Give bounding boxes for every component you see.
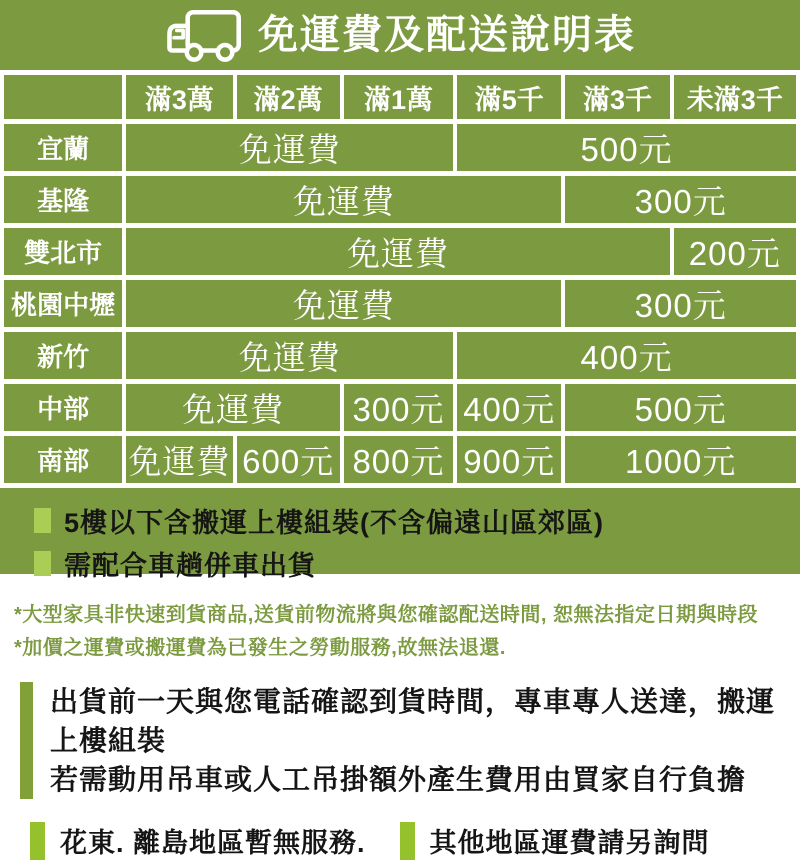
- note-text: 5樓以下含搬運上樓組裝(不含偏遠山區郊區): [64, 508, 604, 538]
- column-header: 滿3萬: [126, 75, 232, 119]
- region-label: 南部: [4, 436, 122, 483]
- square-bullet-icon: [34, 551, 51, 576]
- fee-cell: 400元: [457, 332, 796, 379]
- column-header: 滿2萬: [237, 75, 340, 119]
- note-item: [34, 501, 800, 540]
- note-item: [34, 544, 800, 583]
- fee-cell: 300元: [565, 176, 796, 223]
- fine-print-block: [14, 599, 800, 665]
- fine-print-line: *大型家具非快速到貨商品,送貨前物流將與您確認配送時間, 恕無法指定日期與時段: [14, 604, 758, 626]
- table-row: [4, 228, 796, 275]
- bottom-notes-row: [30, 821, 800, 860]
- fine-print-line: *加價之運費或搬運費為已發生之勞動服務,故無法退還.: [14, 637, 506, 659]
- fee-cell: 800元: [344, 436, 453, 483]
- region-label: 新竹: [4, 332, 122, 379]
- fee-cell: 免運費: [126, 228, 669, 275]
- fee-cell: 免運費: [126, 176, 561, 223]
- note-text: 需配合車趟併車出貨: [64, 551, 316, 581]
- page-title: 免運費及配送說明表: [258, 13, 636, 57]
- region-label: 中部: [4, 384, 122, 431]
- fee-cell: 500元: [565, 384, 796, 431]
- green-notes-block: [0, 488, 800, 581]
- column-header: 滿3千: [565, 75, 669, 119]
- shipping-fee-table: [0, 70, 800, 488]
- table-row: [4, 384, 796, 431]
- fee-cell: 免運費: [126, 280, 561, 327]
- bottom-note-item: [30, 821, 366, 860]
- bottom-note-text: 其他地區運費請另詢問: [429, 828, 710, 858]
- delivery-notice-block: [20, 682, 800, 799]
- header-banner: [0, 0, 800, 70]
- notice-line: 出貨前一天與您電話確認到貨時間，專車專人送達，搬運上樓組裝: [50, 686, 776, 756]
- corner-cell: [4, 75, 122, 119]
- fee-cell: 300元: [565, 280, 796, 327]
- region-label: 雙北市: [4, 228, 122, 275]
- table-row: [4, 280, 796, 327]
- fee-cell: 免運費: [126, 436, 232, 483]
- bottom-note-text: 花東. 離島地區暫無服務.: [60, 828, 366, 858]
- table-row: [4, 124, 796, 171]
- column-header: 滿5千: [457, 75, 561, 119]
- fee-cell: 免運費: [126, 332, 453, 379]
- table-row: [4, 436, 796, 483]
- delivery-truck-icon: [164, 7, 246, 63]
- notice-line: 若需動用吊車或人工吊掛額外產生費用由買家自行負擔: [50, 764, 747, 795]
- bar-bullet-icon: [400, 822, 415, 860]
- table-row: [4, 176, 796, 223]
- column-header: 滿1萬: [344, 75, 453, 119]
- vertical-bar-icon: [20, 682, 33, 799]
- fee-cell: 500元: [457, 124, 796, 171]
- fee-cell: 300元: [344, 384, 453, 431]
- fee-cell: 200元: [674, 228, 796, 275]
- region-label: 基隆: [4, 176, 122, 223]
- region-label: 桃園中壢: [4, 280, 122, 327]
- bar-bullet-icon: [30, 822, 45, 860]
- square-bullet-icon: [34, 508, 51, 533]
- table-row: [4, 332, 796, 379]
- fee-cell: 400元: [457, 384, 561, 431]
- column-header: 未滿3千: [674, 75, 796, 119]
- fee-cell: 1000元: [565, 436, 796, 483]
- fee-cell: 免運費: [126, 124, 453, 171]
- fee-cell: 免運費: [126, 384, 340, 431]
- fee-cell: 900元: [457, 436, 561, 483]
- bottom-note-item: [400, 821, 710, 860]
- fee-cell: 600元: [237, 436, 340, 483]
- region-label: 宜蘭: [4, 124, 122, 171]
